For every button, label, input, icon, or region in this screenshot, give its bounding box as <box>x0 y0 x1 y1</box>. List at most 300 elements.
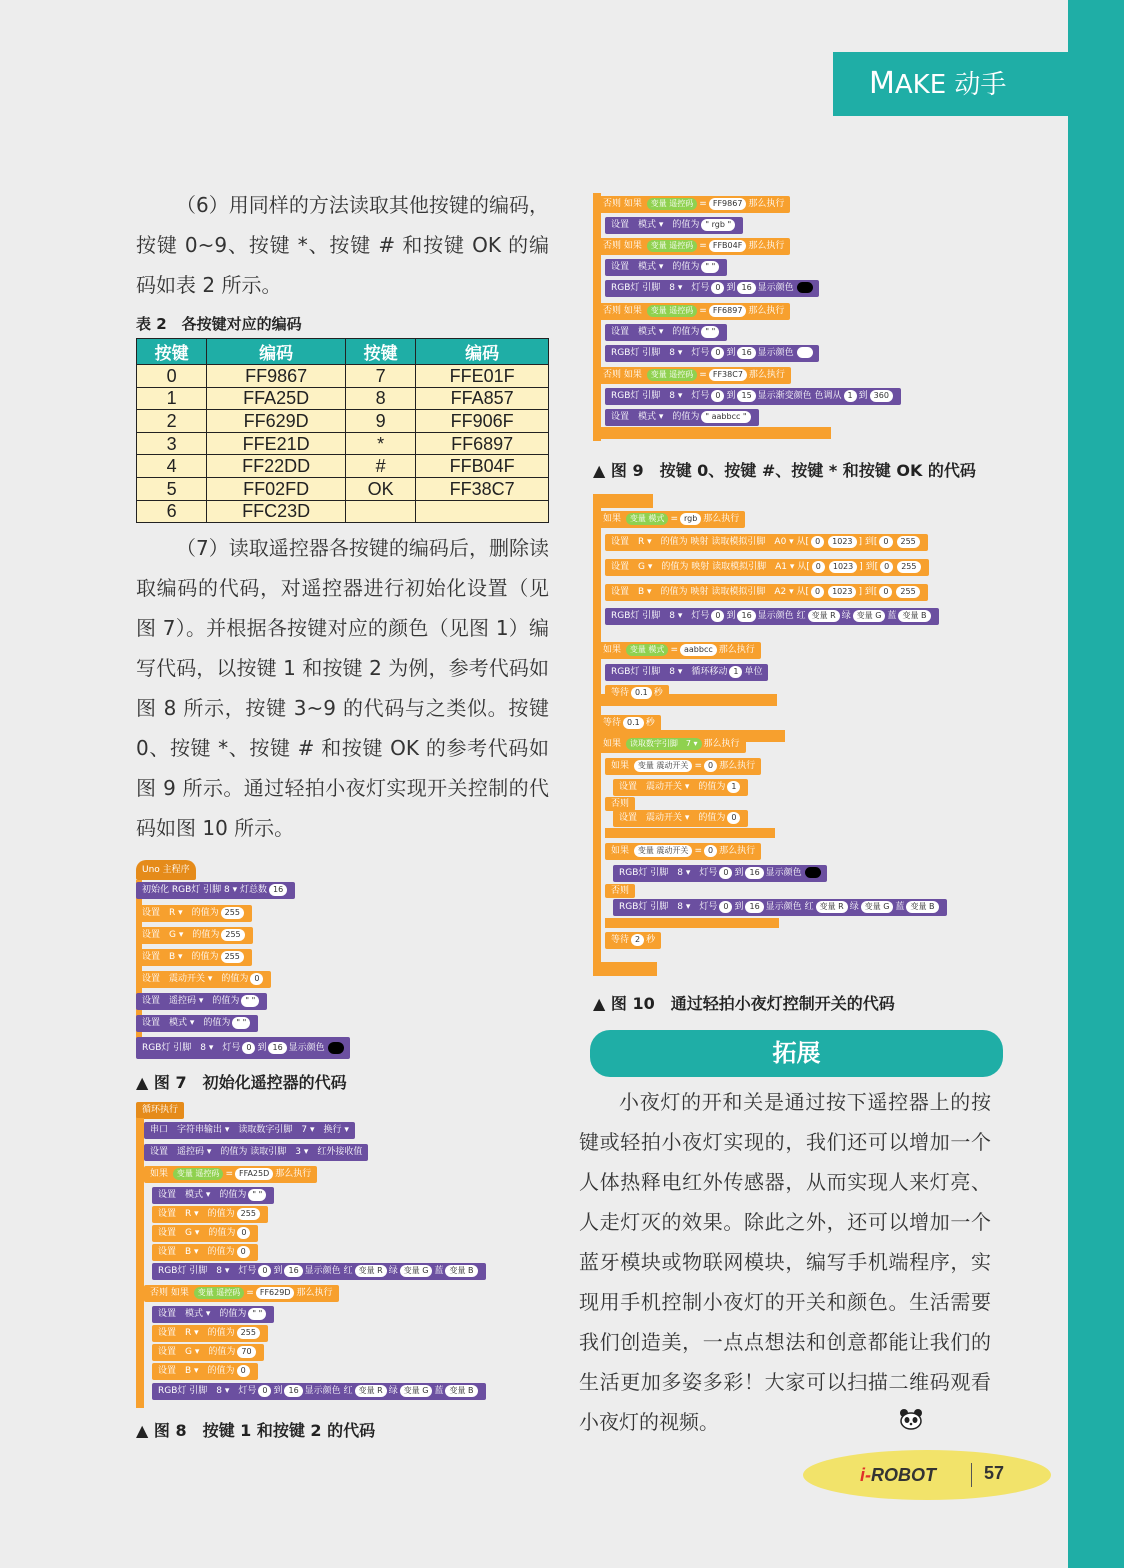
block-label: 到 <box>257 1043 267 1053</box>
block-label: = <box>699 370 707 380</box>
value-pill: 0 <box>237 1227 250 1239</box>
value-pill: 1023 <box>828 536 856 548</box>
paragraph-step6 <box>136 185 549 305</box>
table-row <box>137 455 549 478</box>
rgb-show-rgb-block <box>605 608 939 625</box>
block-label: = <box>670 514 678 524</box>
value-pill: 255 <box>221 951 244 963</box>
block-label: 绿 <box>849 902 859 912</box>
value-pill: " " <box>701 326 719 338</box>
init-rgb-block <box>136 882 295 899</box>
block-label: 设置 R ▾ 的值为 <box>611 537 688 547</box>
set-r-map-block <box>605 534 928 551</box>
block-label: 那么执行 <box>703 514 740 524</box>
variable-pill: 变量 遥控码 <box>194 1287 245 1299</box>
block-label: 到 <box>858 391 868 401</box>
block-label: RGB灯 引脚 8 ▾ 灯号 <box>619 902 718 912</box>
brand-logo <box>860 1465 936 1486</box>
set-mode-block <box>136 1015 258 1032</box>
block-label: 从[ <box>796 537 810 547</box>
value-pill: FFB04F <box>709 240 746 252</box>
block-label: 到 <box>726 283 736 293</box>
block-label: 否则 如果 <box>150 1288 189 1298</box>
block-label: RGB灯 引脚 8 ▾ 灯号 <box>158 1266 257 1276</box>
value-pill: 2 <box>631 934 644 946</box>
table-cell: OK <box>345 477 415 500</box>
set-mode-block <box>605 217 743 234</box>
else-block <box>605 797 635 811</box>
block-label: 蓝 <box>434 1266 444 1276</box>
table-row <box>137 477 549 500</box>
block-label: 蓝 <box>434 1386 444 1396</box>
table-cell: FF629D <box>207 410 346 433</box>
set-b-map-block <box>605 584 928 601</box>
block-label: 等待 <box>611 935 630 945</box>
value-pill: 16 <box>737 610 755 622</box>
block-label: ] 到[ <box>859 562 879 572</box>
serial-print-block <box>144 1122 355 1139</box>
loop-block <box>136 1102 184 1119</box>
block-label: 红 <box>343 1386 353 1396</box>
block-label: 到 <box>734 868 744 878</box>
rgb-show-rgb-block <box>613 899 947 916</box>
value-pill: " " <box>232 1017 250 1029</box>
block-label: 读取模拟引脚 A0 ▾ <box>711 537 794 547</box>
variable-pill: 变量 遥控码 <box>647 369 698 381</box>
value-pill: FFA25D <box>235 1168 273 1180</box>
set-g-block <box>152 1344 264 1361</box>
value-pill: 0.1 <box>631 687 652 699</box>
value-pill: 0 <box>237 1365 250 1377</box>
header-title: AKE 动手 <box>894 70 1007 100</box>
figure-10-code <box>593 494 1005 976</box>
table-cell: 2 <box>137 410 207 433</box>
variable-pill: 读取数字引脚 7 ▾ <box>626 738 702 750</box>
table-row <box>137 410 549 433</box>
block-label: 串口 字符串输出 ▾ <box>150 1125 230 1135</box>
block-label: 设置 G ▾ 的值为 <box>611 562 689 572</box>
table-cell: FFE01F <box>416 365 549 388</box>
table-row <box>137 432 549 455</box>
rgb-show-black-block <box>605 280 819 297</box>
block-label: 读取模拟引脚 A1 ▾ <box>712 562 795 572</box>
block-label: 设置 模式 ▾ 的值为 <box>611 412 700 422</box>
block-label: 显示颜色 <box>288 1043 325 1053</box>
set-mode-block <box>605 324 727 341</box>
variable-pill: 变量 R <box>355 1385 387 1397</box>
variable-pill: 变量 R <box>355 1265 387 1277</box>
block-label: 单位 <box>744 667 763 677</box>
value-pill: 1 <box>729 666 742 678</box>
block-label: = <box>699 241 707 251</box>
variable-pill: 变量 B <box>445 1385 477 1397</box>
if-close-bar <box>605 918 779 928</box>
table-caption: 表 2 各按键对应的编码 <box>136 315 302 333</box>
value-pill: 0 <box>258 1265 271 1277</box>
value-pill: 16 <box>745 901 763 913</box>
variable-pill: 变量 模式 <box>626 513 669 525</box>
value-pill: 0 <box>258 1385 271 1397</box>
set-r-block <box>152 1206 268 1223</box>
block-label: 红 <box>343 1266 353 1276</box>
block-label: 设置 模式 ▾ 的值为 <box>158 1309 247 1319</box>
block-label: 显示颜色 <box>757 348 794 358</box>
page-number: 57 <box>984 1463 1005 1483</box>
block-label: 设置 震动开关 ▾ 的值为 <box>619 782 726 792</box>
value-pill: 255 <box>221 907 244 919</box>
block-label: = <box>699 306 707 316</box>
block-label: 灯总数 <box>239 885 267 895</box>
block-label: ] 到[ <box>858 587 878 597</box>
block-label: 显示颜色 <box>765 902 802 912</box>
block-footer <box>593 427 831 439</box>
table-header-row <box>137 339 549 365</box>
block-label: 设置 B ▾ 的值为 <box>158 1247 235 1257</box>
figure-7-caption: ▲ 图 7 初始化遥控器的代码 <box>136 1073 347 1092</box>
block-label: 到 <box>726 611 736 621</box>
block-label: 蓝 <box>887 611 897 621</box>
block-label: 否则 如果 <box>603 370 642 380</box>
variable-pill: 变量 R <box>808 610 840 622</box>
color-swatch-black <box>805 867 821 878</box>
uno-main-hat-block <box>136 860 196 880</box>
value-pill: 70 <box>237 1346 255 1358</box>
block-label: RGB灯 引脚 8 ▾ 循环移动 <box>611 667 728 677</box>
block-label: 设置 模式 ▾ 的值为 <box>611 327 700 337</box>
if-vibration-zero-block <box>605 843 761 860</box>
else-if-block-hash <box>597 238 790 255</box>
if-mode-aabbcc-block <box>597 642 761 659</box>
set-vibration-block <box>613 810 748 827</box>
block-label: 读取数字引脚 7 ▾ <box>238 1125 315 1135</box>
panda-icon <box>899 1408 923 1430</box>
value-pill: " " <box>248 1189 266 1201</box>
footer-divider <box>971 1463 972 1487</box>
right-color-strip <box>1068 0 1124 1568</box>
value-pill: 16 <box>268 1042 286 1054</box>
paragraph-extension <box>579 1082 991 1442</box>
block-label: 如果 <box>150 1169 169 1179</box>
value-pill: 255 <box>221 929 244 941</box>
block-label: 如果 <box>603 514 622 524</box>
header-m: M <box>869 66 895 101</box>
value-pill: 0 <box>719 901 732 913</box>
block-label: = <box>670 645 678 655</box>
set-b-block <box>152 1363 258 1380</box>
wait-block <box>605 932 661 949</box>
table-cell: FFB04F <box>416 455 549 478</box>
variable-pill: 变量 B <box>898 610 930 622</box>
block-label: 设置 G ▾ 的值为 <box>158 1347 236 1357</box>
block-label: 到 <box>734 902 744 912</box>
variable-pill: 变量 R <box>816 901 848 913</box>
block-label: 红 <box>804 902 814 912</box>
block-label: 读取模拟引脚 A2 ▾ <box>711 587 794 597</box>
table-row <box>137 387 549 410</box>
variable-pill: 变量 遥控码 <box>647 198 698 210</box>
block-label: 如果 <box>603 645 622 655</box>
block-label: 那么执行 <box>296 1288 333 1298</box>
table-cell: 6 <box>137 500 207 523</box>
value-pill: FF6897 <box>709 305 747 317</box>
block-label: 显示颜色 <box>757 611 794 621</box>
block-label: 如果 <box>611 846 630 856</box>
if-mode-rgb-block <box>597 511 745 528</box>
variable-pill: 变量 G <box>861 901 894 913</box>
set-g-block <box>136 927 253 944</box>
value-pill: 16 <box>737 347 755 359</box>
value-pill: 16 <box>284 1265 302 1277</box>
table-cell: 7 <box>345 365 415 388</box>
table-cell: FFC23D <box>207 500 346 523</box>
value-pill: 16 <box>745 867 763 879</box>
figure-8-code <box>136 1102 546 1407</box>
value-pill: 0 <box>711 610 724 622</box>
value-pill: 0 <box>719 867 732 879</box>
value-pill: " " <box>248 1308 266 1320</box>
block-label: 换行 ▾ <box>323 1125 349 1135</box>
block-label: 设置 模式 ▾ 的值为 <box>158 1190 247 1200</box>
value-pill: 255 <box>897 561 920 573</box>
block-label: 设置 G ▾ 的值为 <box>142 930 220 940</box>
table-row <box>137 500 549 523</box>
value-pill: 0 <box>704 760 717 772</box>
block-label: 如果 <box>611 761 630 771</box>
table-cell: 9 <box>345 410 415 433</box>
else-if-block-star <box>597 303 790 320</box>
value-pill: " rgb " <box>701 219 735 231</box>
value-pill: 1 <box>844 390 857 402</box>
figure-7-code <box>136 850 406 1065</box>
block-label: RGB灯 引脚 8 ▾ 灯号 <box>611 391 710 401</box>
block-label: 设置 R ▾ 的值为 <box>158 1209 235 1219</box>
color-swatch-white <box>797 347 813 358</box>
table-cell: 1 <box>137 387 207 410</box>
variable-pill: 变量 遥控码 <box>647 305 698 317</box>
figure-8-caption: ▲ 图 8 按键 1 和按键 2 的代码 <box>136 1421 376 1440</box>
block-label: 设置 遥控码 ▾ 的值为 <box>142 996 240 1006</box>
value-pill: 1023 <box>829 561 857 573</box>
else-if-block-2 <box>144 1285 339 1302</box>
value-pill: 360 <box>870 390 893 402</box>
block-label: 到 <box>726 391 736 401</box>
color-swatch-black <box>328 1042 344 1054</box>
table-cell: # <box>345 455 415 478</box>
table-cell: 5 <box>137 477 207 500</box>
block-label: 设置 R ▾ 的值为 <box>158 1328 235 1338</box>
block-label: 那么执行 <box>748 199 785 209</box>
value-pill: " " <box>241 995 259 1007</box>
block-label: 那么执行 <box>703 739 740 749</box>
paragraph-step7 <box>136 528 549 848</box>
block-label: RGB灯 引脚 8 ▾ 灯号 <box>611 611 710 621</box>
block-label: 否则 如果 <box>603 306 642 316</box>
block-label: 设置 B ▾ 的值为 <box>142 952 219 962</box>
block-label: 到 <box>726 348 736 358</box>
set-g-map-block <box>605 559 929 576</box>
block-label: 设置 遥控码 ▾ 的值为 <box>150 1147 248 1157</box>
block-spine <box>593 494 601 976</box>
block-label: 显示颜色 <box>765 868 802 878</box>
block-label: = <box>246 1288 254 1298</box>
block-label: 那么执行 <box>719 761 756 771</box>
value-pill: 0 <box>704 845 717 857</box>
table-cell: FF6897 <box>416 432 549 455</box>
value-pill: rgb <box>680 513 701 525</box>
set-mode-block <box>152 1187 274 1204</box>
block-label: 映射 <box>690 537 709 547</box>
table-header-cell: 编码 <box>207 339 346 365</box>
block-label: 映射 <box>691 562 710 572</box>
variable-pill: 变量 震动开关 <box>634 760 693 772</box>
block-label: 秒 <box>645 718 655 728</box>
value-pill: " aabbcc " <box>701 411 750 423</box>
block-label: 到 <box>273 1266 283 1276</box>
table-cell: 0 <box>137 365 207 388</box>
table-cell: FF02FD <box>207 477 346 500</box>
value-pill: 0 <box>727 812 740 824</box>
paragraph-step7-text: （7）读取遥控器各按键的编码后，删除读取编码的代码，对遥控器进行初始化设置（见图 7）。并根据各按键对应的颜色（见图 1）编写代码，以按键 1 和按键 2 为例，参考代码如图 8 所示，按键 3~9 的代码与之类似。按键 0、按键 *、按键 # 和按键 OK 的参考代码如图 9 所示。通过轻拍小夜灯实现开关控制的代码如图 10 所示。 <box>136 536 549 840</box>
value-pill: 0 <box>879 536 892 548</box>
variable-pill: 变量 B <box>445 1265 477 1277</box>
block-label: 显示渐变颜色 色调从 <box>757 391 842 401</box>
figure-9-code <box>593 193 1005 443</box>
table-cell: FF9867 <box>207 365 346 388</box>
table-cell: FFE21D <box>207 432 346 455</box>
block-label: = <box>694 761 702 771</box>
table-cell: FFA857 <box>416 387 549 410</box>
value-pill: 0 <box>879 586 892 598</box>
block-label: 到 <box>273 1386 283 1396</box>
table-cell: 4 <box>137 455 207 478</box>
block-label: 读取引脚 3 ▾ 红外接收值 <box>250 1147 363 1157</box>
variable-pill: 变量 G <box>853 610 886 622</box>
value-pill: 0 <box>880 561 893 573</box>
set-vibration-block <box>613 779 748 796</box>
brand-logo-text: ROBOT <box>871 1465 936 1485</box>
value-pill: 1 <box>727 781 740 793</box>
value-pill: FF38C7 <box>709 369 747 381</box>
block-label: = <box>225 1169 233 1179</box>
block-label: 那么执行 <box>275 1169 312 1179</box>
value-pill: 15 <box>737 390 755 402</box>
table-cell: FFA25D <box>207 387 346 410</box>
block-label: Uno 主程序 <box>142 865 190 875</box>
value-pill: 255 <box>896 586 919 598</box>
if-close-bar <box>605 828 775 838</box>
block-label: 否则 如果 <box>603 199 642 209</box>
block-label: 设置 G ▾ 的值为 <box>158 1228 236 1238</box>
color-swatch-black <box>797 282 813 293</box>
block-label: = <box>699 199 707 209</box>
set-g-block <box>152 1225 258 1242</box>
else-if-block-0 <box>597 196 790 213</box>
set-remote-block <box>136 993 267 1010</box>
block-label: RGB灯 引脚 8 ▾ 灯号 <box>142 1043 241 1053</box>
value-pill: 0 <box>237 1246 250 1258</box>
set-mode-block <box>605 259 727 276</box>
else-block <box>605 884 635 898</box>
wait-block <box>605 685 669 702</box>
block-label: 8 ▾ <box>224 885 238 895</box>
value-pill: 255 <box>237 1208 260 1220</box>
table-cell: 8 <box>345 387 415 410</box>
rgb-gradient-block <box>605 388 901 405</box>
table-cell <box>416 500 549 523</box>
table-cell <box>345 500 415 523</box>
rgb-shift-block <box>605 664 768 681</box>
value-pill: aabbcc <box>680 644 717 656</box>
brand-logo-prefix: i- <box>860 1465 871 1485</box>
set-remote-ir-block <box>144 1144 368 1161</box>
block-spine <box>136 1118 144 1408</box>
rgb-show-block <box>136 1037 350 1059</box>
variable-pill: 变量 遥控码 <box>647 240 698 252</box>
value-pill: 0 <box>242 1042 255 1054</box>
value-pill: " " <box>701 261 719 273</box>
value-pill: 0 <box>812 561 825 573</box>
value-pill: 16 <box>737 282 755 294</box>
value-pill: 0 <box>811 536 824 548</box>
value-pill: FF9867 <box>709 198 747 210</box>
block-label: 设置 模式 ▾ 的值为 <box>611 262 700 272</box>
variable-pill: 变量 G <box>400 1265 433 1277</box>
value-pill: 16 <box>284 1385 302 1397</box>
block-label: 绿 <box>388 1266 398 1276</box>
variable-pill: 变量 G <box>400 1385 433 1397</box>
block-label: 设置 模式 ▾ 的值为 <box>142 1018 231 1028</box>
if-digital-read-block <box>597 736 746 753</box>
table-cell: * <box>345 432 415 455</box>
block-label: 那么执行 <box>718 645 755 655</box>
block-label: 映射 <box>690 587 709 597</box>
rgb-show-black-block <box>613 865 827 882</box>
block-label: 从[ <box>796 587 809 597</box>
block-label: 显示颜色 <box>304 1386 341 1396</box>
variable-pill: 变量 B <box>906 901 938 913</box>
block-label: 设置 B ▾ 的值为 <box>611 587 688 597</box>
block-label: = <box>694 846 702 856</box>
rgb-show-white-block <box>605 345 819 362</box>
rgb-show-rgb-block <box>152 1263 486 1280</box>
block-label: 蓝 <box>895 902 905 912</box>
block-label: RGB灯 引脚 8 ▾ 灯号 <box>611 283 710 293</box>
block-label: 设置 B ▾ 的值为 <box>158 1366 235 1376</box>
set-mode-block <box>605 409 759 426</box>
set-mode-block <box>152 1306 274 1323</box>
block-label: RGB灯 引脚 8 ▾ 灯号 <box>619 868 718 878</box>
if-vibration-zero-block <box>605 758 761 775</box>
wait-block <box>597 715 661 732</box>
block-label: 等待 <box>611 688 630 698</box>
table-header-cell: 按键 <box>137 339 207 365</box>
else-if-block-ok <box>597 367 791 384</box>
block-label: 那么执行 <box>748 241 785 251</box>
table-row <box>137 365 549 388</box>
block-label: 那么执行 <box>748 370 785 380</box>
value-pill: 0.1 <box>623 717 644 729</box>
value-pill: 1023 <box>828 586 856 598</box>
table-header-cell: 编码 <box>416 339 549 365</box>
value-pill: 0 <box>711 390 724 402</box>
block-label: 绿 <box>841 611 851 621</box>
paragraph-step6-text: （6）用同样的方法读取其他按键的编码，按键 0~9、按键 *、按键 # 和按键 OK 的编码如表 2 所示。 <box>136 193 549 297</box>
value-pill: 16 <box>269 884 287 896</box>
set-r-block <box>136 905 252 922</box>
figure-10-caption: ▲ 图 10 通过轻拍小夜灯控制开关的代码 <box>593 994 895 1013</box>
block-label: 从[ <box>797 562 810 572</box>
block-label: RGB灯 引脚 8 ▾ 灯号 <box>158 1386 257 1396</box>
